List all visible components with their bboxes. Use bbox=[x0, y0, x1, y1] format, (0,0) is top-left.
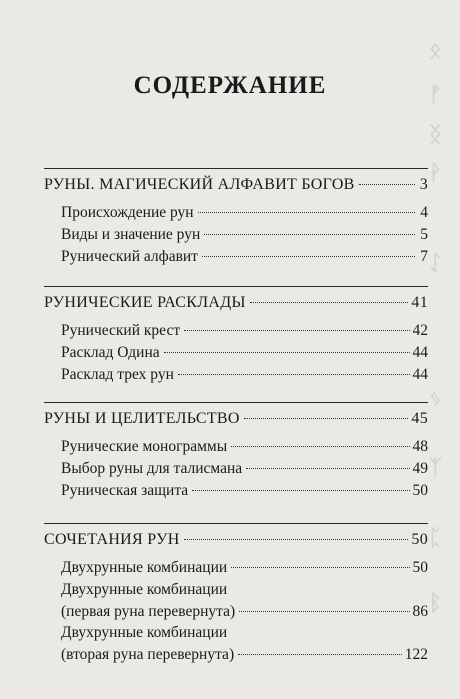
toc-heading-text: РУНИЧЕСКИЕ РАСКЛАДЫ bbox=[44, 294, 246, 311]
toc-entry-text: Виды и значение рун bbox=[61, 226, 201, 243]
toc-entry-page: 7 bbox=[420, 248, 428, 265]
toc-heading-text: РУНЫ. МАГИЧЕСКИЙ АЛФАВИТ БОГОВ bbox=[44, 176, 355, 193]
toc-entry-text: Рунические монограммы bbox=[61, 438, 228, 455]
toc-entry-page: 48 bbox=[412, 438, 428, 455]
bleed-through-rune-icon: ᛝ bbox=[428, 122, 442, 147]
toc-entry-text: Двухрунные комбинации bbox=[61, 624, 228, 641]
toc-entry-text: Двухрунные комбинации bbox=[61, 559, 228, 576]
toc-section bbox=[44, 523, 428, 665]
toc-heading[interactable] bbox=[44, 529, 428, 551]
toc-entry[interactable] bbox=[44, 579, 428, 601]
toc-entry-page: 50 bbox=[412, 559, 428, 576]
bleed-through-rune-icon: ᚠ bbox=[428, 82, 442, 107]
toc-entry[interactable] bbox=[44, 246, 428, 268]
bleed-through-rune-icon: ᛟ bbox=[428, 38, 442, 63]
toc-entry-page: 44 bbox=[412, 366, 428, 383]
bleed-through-rune-icon: ᛒ bbox=[428, 590, 442, 615]
toc-entry[interactable] bbox=[44, 320, 428, 342]
section-divider bbox=[44, 402, 428, 403]
toc-section bbox=[44, 286, 428, 386]
bleed-through-rune-icon: ᛃ bbox=[428, 385, 442, 410]
dot-leader bbox=[246, 468, 409, 469]
dot-leader bbox=[178, 374, 410, 375]
toc-entry-page: 42 bbox=[412, 322, 428, 339]
toc-heading-text: СОЧЕТАНИЯ РУН bbox=[44, 531, 180, 548]
toc-heading-page: 3 bbox=[419, 176, 428, 193]
toc-entry-page: 50 bbox=[412, 482, 428, 499]
toc-section bbox=[44, 168, 428, 268]
bleed-through-rune-icon: ᛉ bbox=[428, 455, 442, 480]
toc-entry-text: Руническая защита bbox=[61, 482, 189, 499]
toc-entry-text: Выбор руны для талисмана bbox=[61, 460, 243, 477]
toc-section bbox=[44, 402, 428, 502]
toc-entry-page: 44 bbox=[412, 344, 428, 361]
toc-heading-text: РУНЫ И ЦЕЛИТЕЛЬСТВО bbox=[44, 410, 240, 427]
toc-entry[interactable] bbox=[44, 622, 428, 644]
toc-entry-text: Происхождение рун bbox=[61, 204, 194, 221]
toc-entry-continuation-text: (вторая руна перевернута) bbox=[61, 646, 235, 663]
dot-leader bbox=[231, 567, 409, 568]
dot-leader bbox=[192, 490, 409, 491]
toc-entry-continuation-text: (первая руна перевернута) bbox=[61, 603, 236, 620]
toc-heading-page: 45 bbox=[411, 410, 428, 427]
toc-entry-text: Рунический крест bbox=[61, 322, 181, 339]
section-divider bbox=[44, 523, 428, 524]
toc-heading[interactable] bbox=[44, 292, 428, 314]
toc-entry[interactable] bbox=[44, 557, 428, 579]
dot-leader bbox=[231, 446, 409, 447]
toc-entry-page: 5 bbox=[420, 226, 428, 243]
dot-leader bbox=[202, 256, 415, 257]
toc-entry-continuation[interactable] bbox=[44, 644, 428, 665]
bleed-through-rune-icon: ᛈ bbox=[428, 525, 442, 550]
dot-leader bbox=[184, 330, 409, 331]
toc-entry-text: Рунический алфавит bbox=[61, 248, 198, 265]
toc-entry[interactable] bbox=[44, 342, 428, 364]
toc-entry-page: 4 bbox=[420, 204, 428, 221]
dot-leader bbox=[244, 418, 409, 419]
toc-entry[interactable] bbox=[44, 202, 428, 224]
toc-entry-text: Расклад Одина bbox=[61, 344, 160, 361]
toc-heading[interactable] bbox=[44, 408, 428, 430]
dot-leader bbox=[198, 212, 415, 213]
toc-heading[interactable] bbox=[44, 174, 428, 196]
section-divider bbox=[44, 168, 428, 169]
toc-entry-page: 86 bbox=[412, 603, 428, 620]
page-title: СОДЕРЖАНИЕ bbox=[133, 72, 327, 99]
toc-heading-page: 41 bbox=[411, 294, 428, 311]
section-divider bbox=[44, 286, 428, 287]
toc-entry[interactable] bbox=[44, 480, 428, 502]
dot-leader bbox=[184, 539, 409, 540]
bleed-through-rune-icon: ᚹ bbox=[428, 160, 442, 185]
toc-heading-page: 50 bbox=[411, 531, 428, 548]
dot-leader bbox=[239, 611, 409, 612]
dot-leader bbox=[238, 654, 402, 655]
toc-entry-text: Двухрунные комбинации bbox=[61, 581, 228, 598]
toc-entry-page: 122 bbox=[404, 646, 428, 663]
dot-leader bbox=[164, 352, 410, 353]
toc-entry[interactable] bbox=[44, 458, 428, 480]
toc-entry-text: Расклад трех рун bbox=[61, 366, 174, 383]
toc-entry[interactable] bbox=[44, 224, 428, 246]
toc-entry[interactable] bbox=[44, 364, 428, 386]
toc-entry[interactable] bbox=[44, 436, 428, 458]
toc-entry-continuation[interactable] bbox=[44, 601, 428, 622]
toc-entry-page: 49 bbox=[412, 460, 428, 477]
dot-leader bbox=[204, 234, 415, 235]
dot-leader bbox=[359, 184, 415, 185]
dot-leader bbox=[250, 302, 409, 303]
bleed-through-rune-icon: ᛇ bbox=[428, 250, 442, 275]
